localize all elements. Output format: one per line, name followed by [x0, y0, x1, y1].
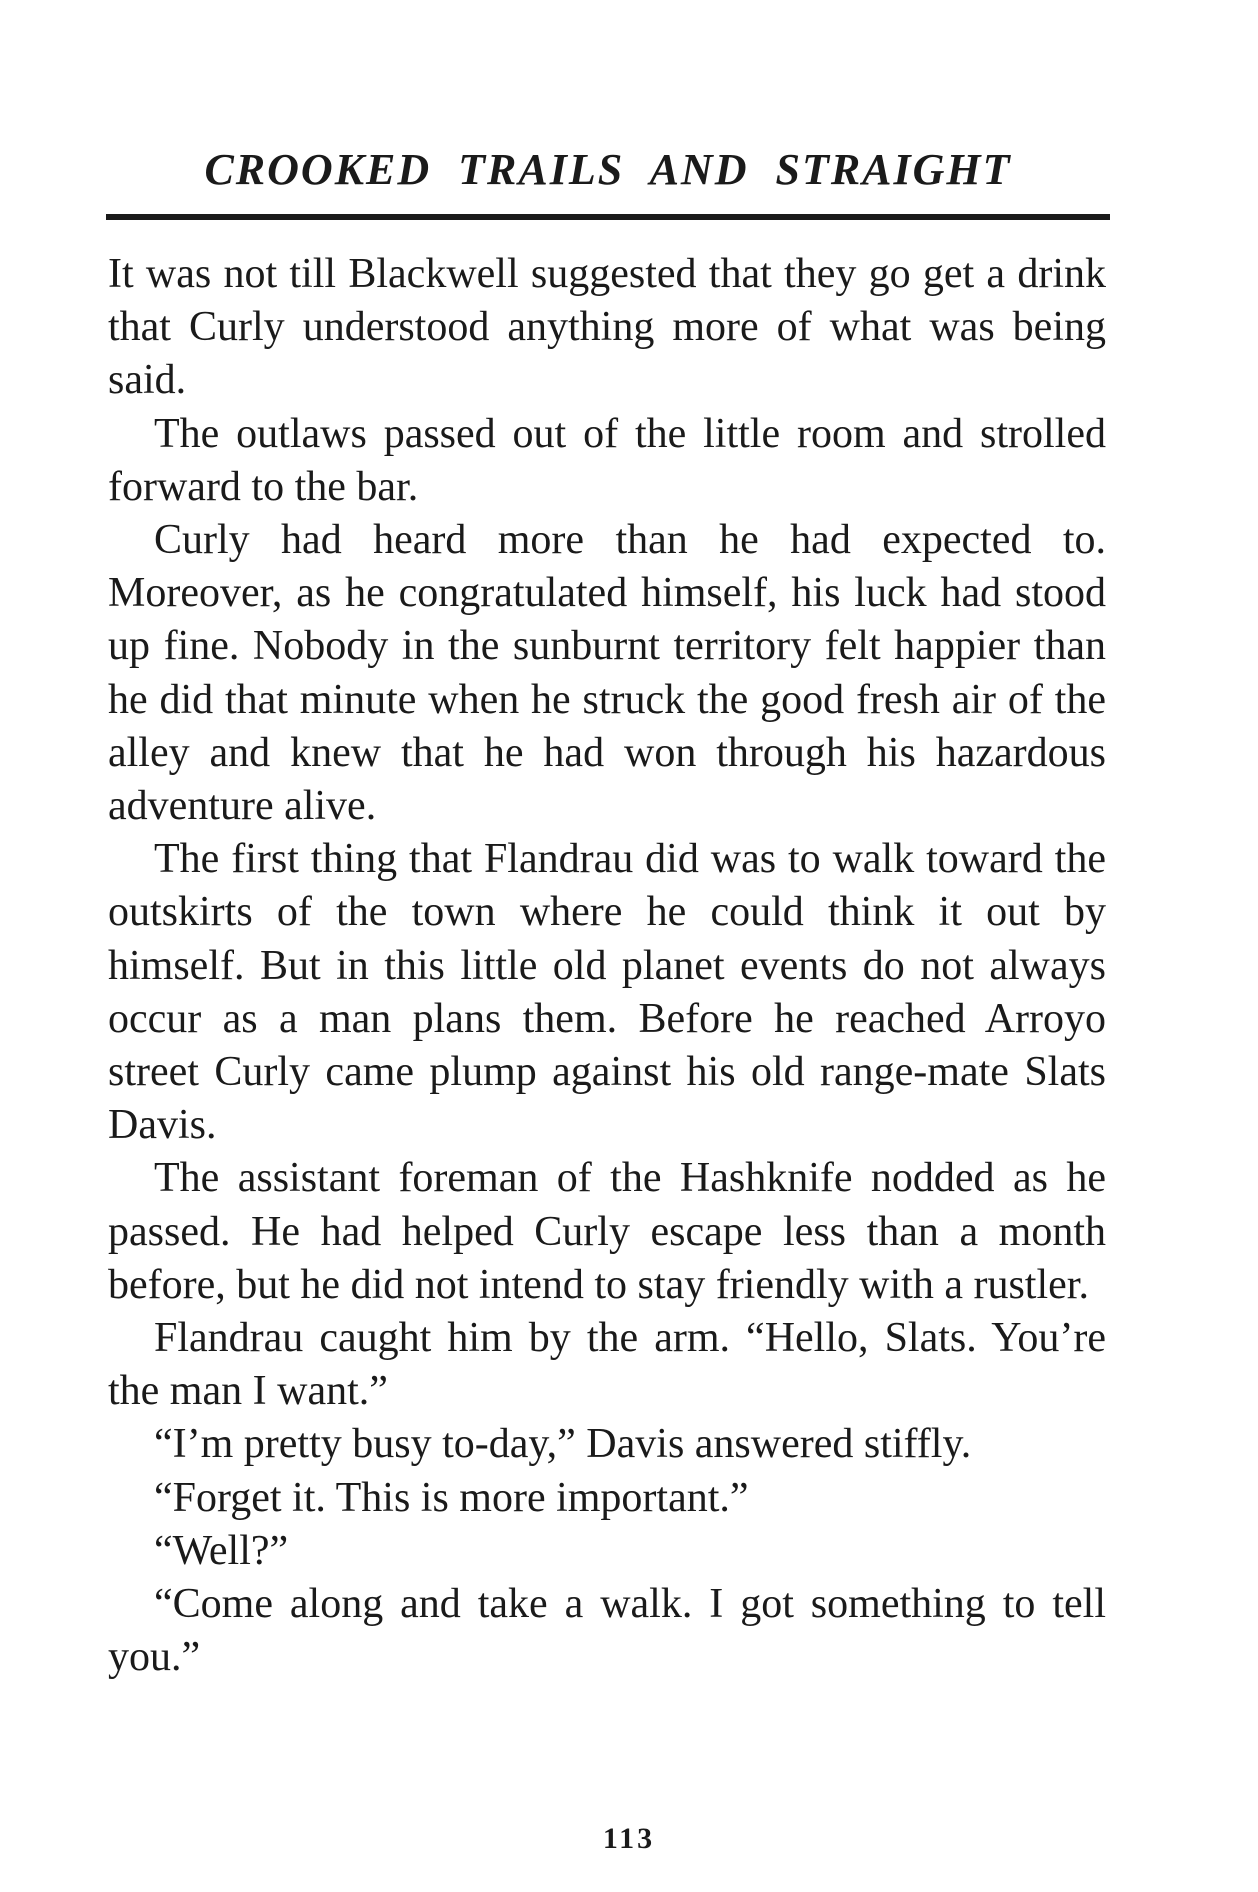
paragraph: Curly had heard more than he had expected to. Moreover, as he congratulated himself, his luck had stood up fine. Nobody in the sunburnt territory felt happier than he did that minute when he struck the good fresh air of the alley and knew that he had won through his hazardous adventure alive. — [108, 517, 1106, 830]
paragraph: The assistant foreman of the Hashknife nodded as he passed. He had helped Curly escape less than a month before, but he did not intend to stay friendly with a rustler. — [108, 1155, 1106, 1308]
paragraph: It was not till Blackwell suggested that they go get a drink that Curly understood anything more of what was being said. — [108, 251, 1106, 404]
paragraph: “Well?” — [154, 1527, 289, 1574]
paragraph: “I’m pretty busy to-day,” Davis answered stiffly. — [154, 1421, 972, 1468]
paragraph: Flandrau caught him by the arm. “Hello, Slats. You’re the man I want.” — [108, 1315, 1106, 1415]
running-head: CROOKED TRAILS AND STRAIGHT — [204, 145, 1012, 194]
page-number: 113 — [602, 1822, 656, 1855]
paragraph: “Come along and take a walk. I got something to tell you.” — [108, 1581, 1106, 1681]
header-rule — [106, 214, 1110, 220]
paragraph: “Forget it. This is more important.” — [154, 1474, 749, 1521]
paragraph: The first thing that Flandrau did was to walk toward the outskirts of the town where he could think it out by himself. But in this little old planet events do not always occur as a man plans them. Before he reached Arroyo street Curly came plump against his old range-mate Slats Davis. — [108, 836, 1106, 1149]
paragraph: The outlaws passed out of the little room and strolled forward to the bar. — [108, 410, 1106, 510]
body-text — [108, 248, 1106, 1684]
